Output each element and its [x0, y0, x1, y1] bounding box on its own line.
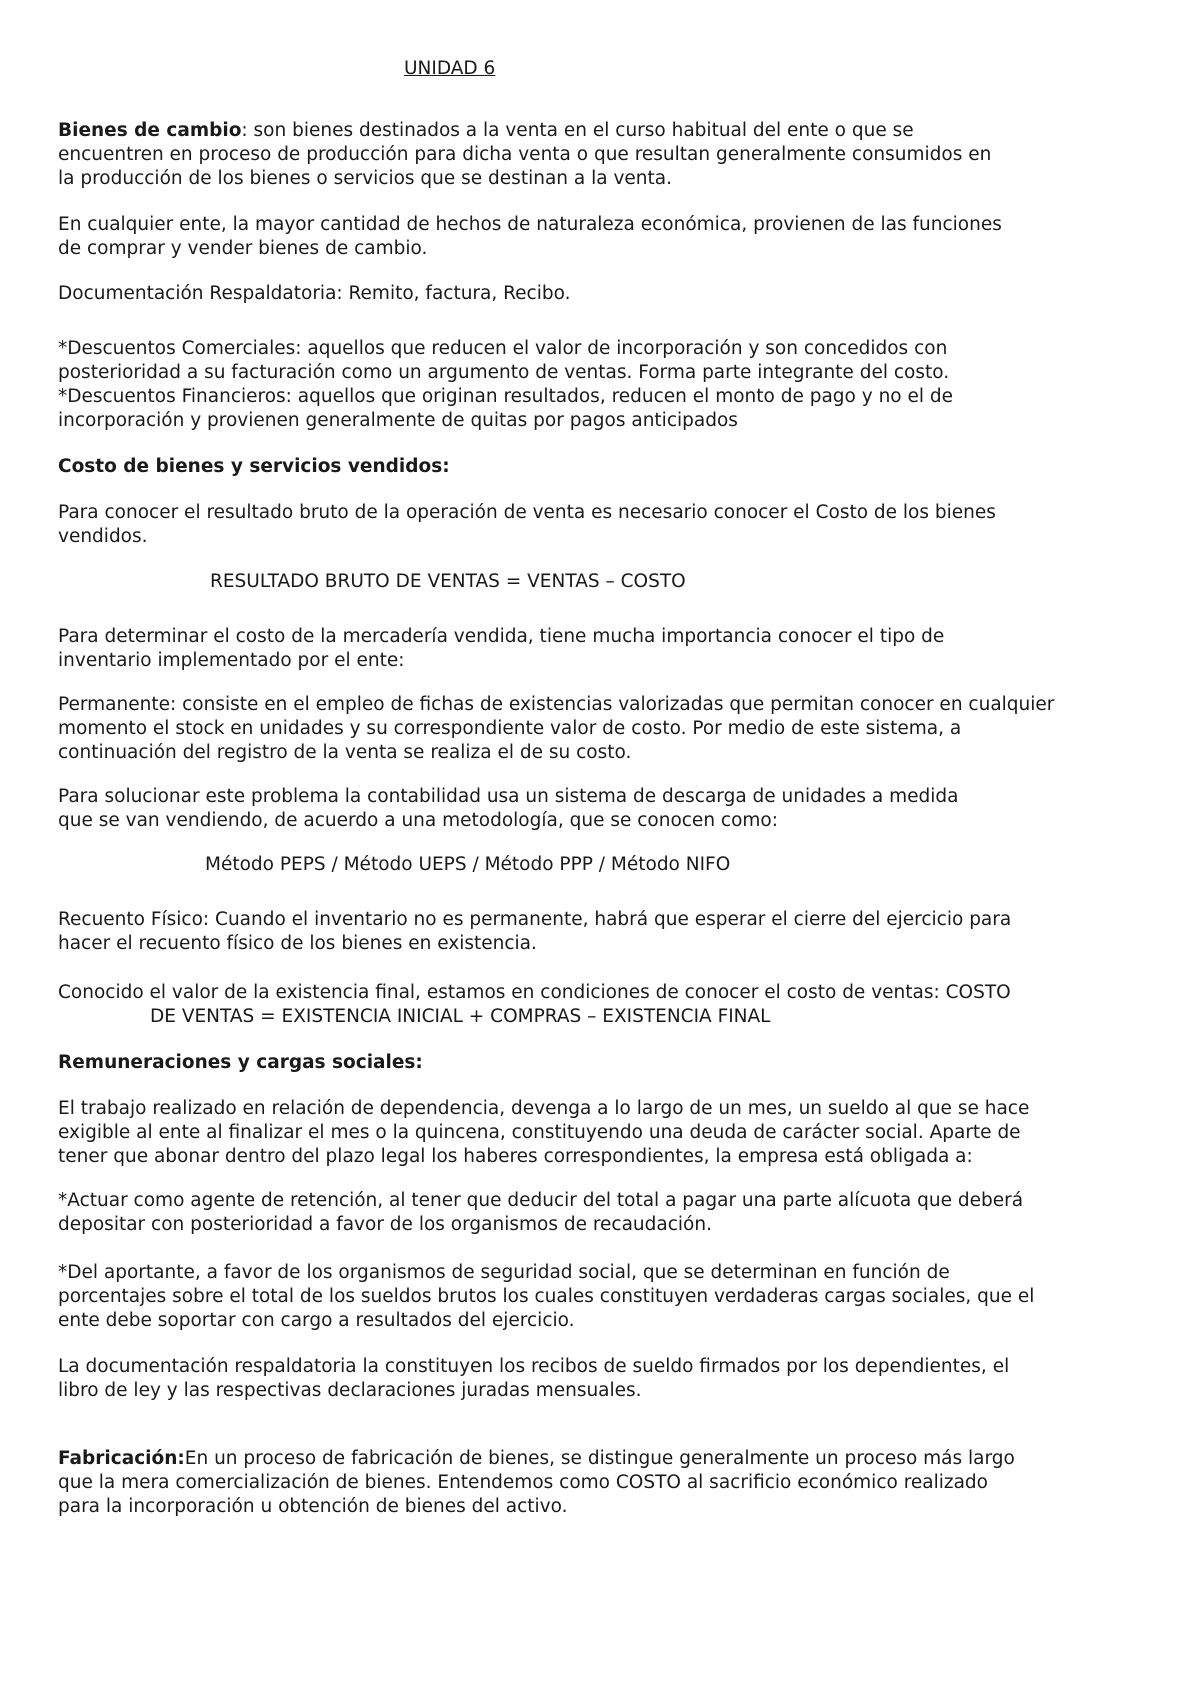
conocer-line-1: Para conocer el resultado bruto de la operación de venta es necesario conocer el Costo de los bienes [58, 502, 996, 523]
permanente-line-2: momento el stock en unidades y su correspondiente valor de costo. Por medio de este sistema, a [58, 718, 962, 739]
aportante-line-2: porcentajes sobre el total de los sueldos brutos los cuales constituyen verdaderas cargas sociales, que el [58, 1286, 1035, 1307]
fabricacion-text-1: En un proceso de fabricación de bienes, se distingue generalmente un proceso más largo [184, 1448, 1015, 1469]
bienes-term: Bienes de cambio [58, 120, 242, 141]
fabricacion-line-3: para la incorporación u obtención de bienes del activo. [58, 1496, 568, 1517]
conocido-line-1: Conocido el valor de la existencia final, estamos en condiciones de conocer el costo de ventas: COSTO [58, 982, 1011, 1003]
trabajo-line-3: tener que abonar dentro del plazo legal los haberes correspondientes, la empresa está obligada a: [58, 1146, 973, 1167]
bienes-line-3: la producción de los bienes o servicios que se destinan a la venta. [58, 168, 672, 189]
bienes-line-1 [58, 120, 914, 142]
fabricacion-line-1 [58, 1448, 1015, 1470]
documentacion2-line-2: libro de ley y las respectivas declaraciones juradas mensuales. [58, 1380, 642, 1401]
descuentos-line-2: posterioridad a su facturación como un argumento de ventas. Forma parte integrante del costo. [58, 362, 950, 383]
remuneraciones-heading-text: Remuneraciones y cargas sociales: [58, 1052, 423, 1073]
metodos-line: Método PEPS / Método UEPS / Método PPP / Método NIFO [205, 854, 731, 875]
actuar-line-2: depositar con posterioridad a favor de los organismos de recaudación. [58, 1214, 712, 1235]
recuento-line-2: hacer el recuento físico de los bienes en existencia. [58, 933, 537, 954]
fabricacion-line-2: que la mera comercialización de bienes. Entendemos como COSTO al sacrificio económico realizado [58, 1472, 988, 1493]
solucionar-line-2: que se van vendiendo, de acuerdo a una metodología, que se conocen como: [58, 810, 778, 831]
formula-resultado-bruto: RESULTADO BRUTO DE VENTAS = VENTAS – COSTO [210, 571, 686, 592]
document-title: UNIDAD 6 [404, 58, 496, 79]
cualquier-line-1: En cualquier ente, la mayor cantidad de hechos de naturaleza económica, provienen de las funciones [58, 214, 1002, 235]
descuentos-line-1: *Descuentos Comerciales: aquellos que reducen el valor de incorporación y son concedidos con [58, 338, 948, 359]
determinar-line-1: Para determinar el costo de la mercadería vendida, tiene mucha importancia conocer el tipo de [58, 626, 945, 647]
cualquier-line-2: de comprar y vender bienes de cambio. [58, 238, 428, 259]
determinar-line-2: inventario implementado por el ente: [58, 650, 405, 671]
descuentos-line-4: incorporación y provienen generalmente de quitas por pagos anticipados [58, 410, 738, 431]
costo-heading [58, 456, 450, 478]
permanente-line-1: Permanente: consiste en el empleo de fichas de existencias valorizadas que permitan conocer en cualquier [58, 694, 1055, 715]
aportante-line-1: *Del aportante, a favor de los organismos de seguridad social, que se determinan en función de [58, 1262, 950, 1283]
documentacion-line: Documentación Respaldatoria: Remito, factura, Recibo. [58, 283, 571, 304]
conocido-line-2: DE VENTAS = EXISTENCIA INICIAL + COMPRAS – EXISTENCIA FINAL [150, 1006, 771, 1027]
bienes-line-2: encuentren en proceso de producción para dicha venta o que resultan generalmente consumidos en [58, 144, 992, 165]
solucionar-line-1: Para solucionar este problema la contabilidad usa un sistema de descarga de unidades a medida [58, 786, 959, 807]
aportante-line-3: ente debe soportar con cargo a resultados del ejercicio. [58, 1310, 575, 1331]
recuento-line-1: Recuento Físico: Cuando el inventario no es permanente, habrá que esperar el cierre del ejercicio para [58, 909, 1012, 930]
actuar-line-1: *Actuar como agente de retención, al tener que deducir del total a pagar una parte alícuota que deberá [58, 1190, 1024, 1211]
documentacion2-line-1: La documentación respaldatoria la constituyen los recibos de sueldo firmados por los dependientes, el [58, 1356, 1010, 1377]
remuneraciones-heading [58, 1052, 423, 1074]
conocer-line-2: vendidos. [58, 526, 148, 547]
fabricacion-term: Fabricación: [58, 1448, 185, 1469]
descuentos-line-3: *Descuentos Financieros: aquellos que originan resultados, reducen el monto de pago y no el de [58, 386, 954, 407]
costo-heading-text: Costo de bienes y servicios vendidos: [58, 456, 450, 477]
trabajo-line-2: exigible al ente al finalizar el mes o la quincena, constituyendo una deuda de carácter social. Aparte de [58, 1122, 1021, 1143]
bienes-text-1: : son bienes destinados a la venta en el curso habitual del ente o que se [241, 120, 914, 141]
permanente-line-3: continuación del registro de la venta se realiza el de su costo. [58, 742, 632, 763]
trabajo-line-1: El trabajo realizado en relación de dependencia, devenga a lo largo de un mes, un sueldo al que se hace [58, 1098, 1030, 1119]
